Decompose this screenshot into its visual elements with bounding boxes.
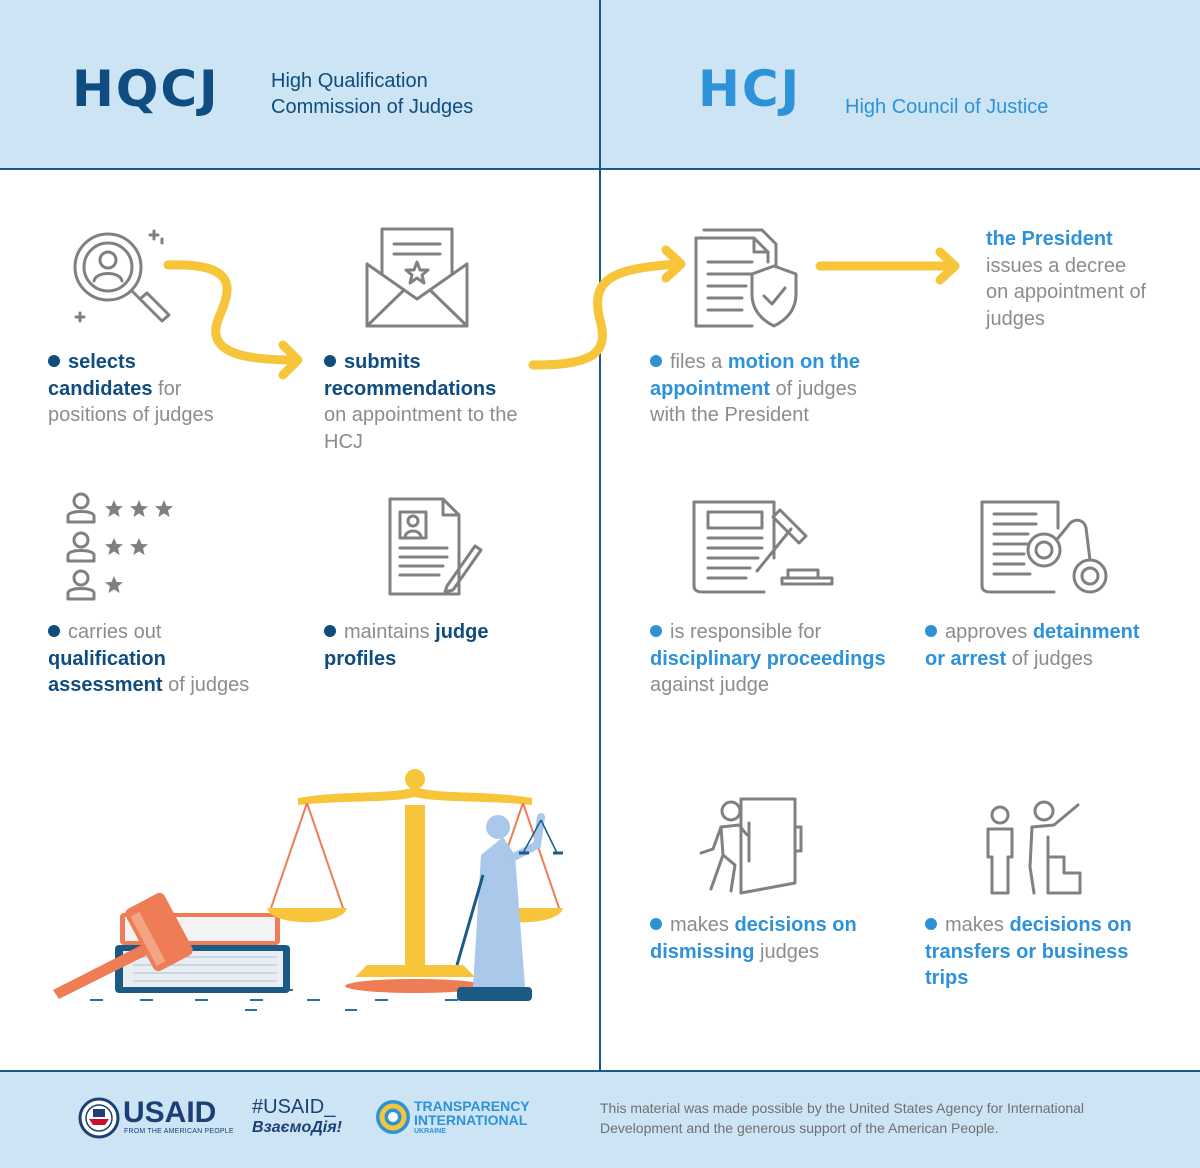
ti-line2: INTERNATIONAL xyxy=(414,1112,528,1128)
arrow-select-to-submit xyxy=(168,265,295,360)
hqcj-abbreviation: HQCJ xyxy=(72,60,220,118)
bullet-dot xyxy=(324,625,336,637)
bullet-dot xyxy=(650,355,662,367)
item-bold-text: detainment or arrest xyxy=(925,621,1140,670)
hcj-item-transfers-business-trips xyxy=(925,912,1155,992)
item-bold-text: decisions on dismissing xyxy=(650,914,857,963)
hqcj-item-submit-recommendations xyxy=(324,349,524,455)
item-bold-text: disciplinary proceedings xyxy=(650,647,886,670)
envelope-letter-icon xyxy=(362,224,472,334)
document-shield-icon xyxy=(692,222,802,332)
item-normal-text: of judges xyxy=(162,674,250,696)
hcj-item-motion-appointment xyxy=(650,349,885,429)
item-normal-text: of judges xyxy=(1006,647,1093,670)
hqcj-name-line2: Commission of Judges xyxy=(271,96,474,118)
usaid-seal-icon xyxy=(78,1097,120,1139)
hqcj-item-select-candidates xyxy=(48,349,238,429)
bullet-dot xyxy=(650,918,662,930)
hcj-item-detainment-arrest xyxy=(925,619,1150,672)
item-normal-text: makes xyxy=(945,914,1010,936)
bullet-dot xyxy=(48,355,60,367)
item-normal-text: issues a decree on appointment of judges xyxy=(986,254,1147,330)
item-normal-text: on appointment to the HCJ xyxy=(324,404,518,453)
item-normal-text: against judge xyxy=(650,674,769,696)
funding-disclaimer: This material was made possible by the United States Agency for International Development and the generous support of the American People. xyxy=(600,1100,1085,1136)
ti-logo-text xyxy=(414,1099,530,1136)
hqcj-name-line1: High Qualification xyxy=(271,70,428,92)
item-normal-text: judges xyxy=(754,940,819,963)
hqcj-item-qualification-assessment xyxy=(48,619,278,699)
item-bold-text: decisions on transfers or business trips xyxy=(925,914,1132,989)
ti-line3: UKRAINE xyxy=(414,1128,446,1135)
item-bold-text: qualification assessment xyxy=(48,647,166,696)
person-leaving-door-icon xyxy=(695,793,805,898)
item-normal-text: for positions of judges xyxy=(48,377,214,426)
transparency-international-logo-icon xyxy=(374,1098,412,1136)
item-normal-text: approves xyxy=(945,621,1033,643)
hcj-full-name: High Council of Justice xyxy=(845,96,1049,118)
search-person-icon xyxy=(66,225,176,335)
bullet-dot xyxy=(324,355,336,367)
usaid-tagline: FROM THE AMERICAN PEOPLE xyxy=(124,1128,234,1135)
item-normal-text: maintains xyxy=(344,621,436,643)
item-normal-text: is responsible for xyxy=(670,621,822,643)
rating-stars-icon xyxy=(64,492,179,602)
item-bold-text: the President xyxy=(986,228,1113,250)
hcj-item-dismissing-judges xyxy=(650,912,880,965)
profile-document-icon xyxy=(385,494,485,599)
item-bold-text: selects candidates xyxy=(48,351,153,400)
hashtag-usaid: #USAID_ xyxy=(252,1096,336,1118)
item-normal-text: makes xyxy=(670,914,735,936)
bullet-dot xyxy=(925,625,937,637)
item-normal-text: of judges with the President xyxy=(650,377,857,426)
hcj-item-disciplinary-proceedings xyxy=(650,619,905,699)
item-normal-text: carries out xyxy=(68,621,162,643)
people-stairs-icon xyxy=(982,797,1092,897)
item-bold-text: motion on the appointment xyxy=(650,351,861,400)
hashtag-vzaemodiia: ВзаємоДія! xyxy=(252,1119,342,1136)
document-handcuffs-icon xyxy=(974,498,1114,600)
document-gavel-icon xyxy=(688,498,838,598)
justice-illustration xyxy=(45,765,565,1025)
bullet-dot xyxy=(925,918,937,930)
item-normal-text: files a xyxy=(670,351,728,373)
usaid-logo-text: USAID xyxy=(123,1096,217,1129)
ti-line1: TRANSPARENCY xyxy=(414,1098,530,1114)
item-bold-text: judge profiles xyxy=(324,621,489,670)
hcj-item-president-decree xyxy=(986,226,1151,332)
item-bold-text: submits recommendations xyxy=(324,351,497,400)
bullet-dot xyxy=(48,625,60,637)
hqcj-item-judge-profiles xyxy=(324,619,524,672)
bullet-dot xyxy=(650,625,662,637)
hcj-abbreviation: HCJ xyxy=(698,60,802,118)
